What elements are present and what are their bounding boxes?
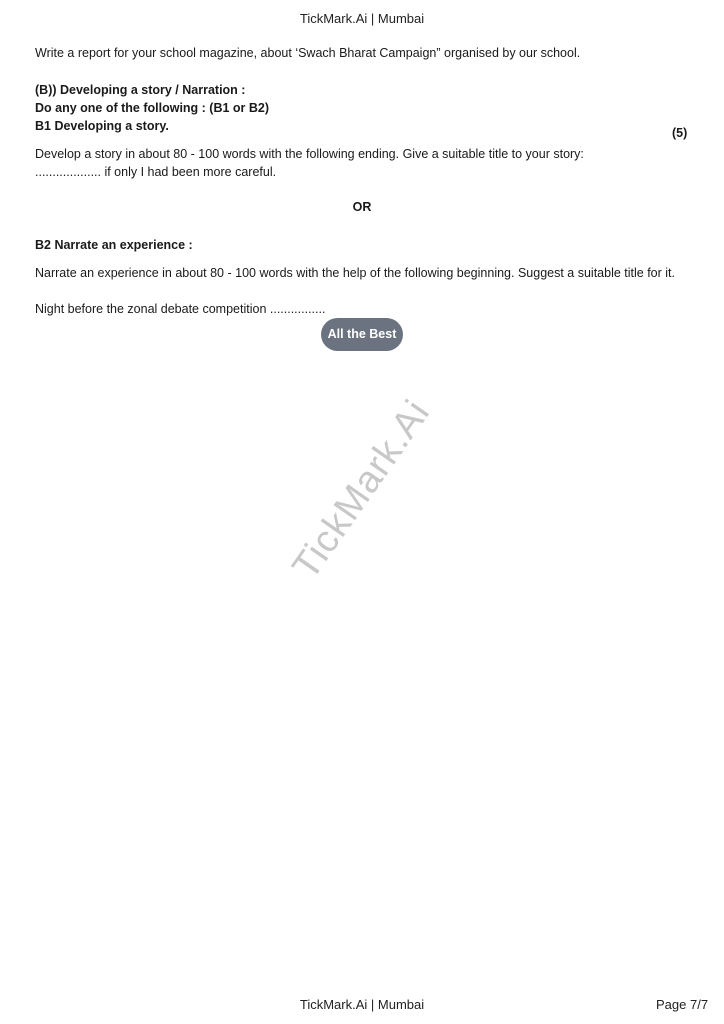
or-divider: OR bbox=[352, 200, 372, 214]
page-number: Page 7/7 bbox=[656, 997, 709, 1012]
page-header: TickMark.Ai | Mumbai bbox=[299, 11, 425, 26]
b1-heading: B1 Developing a story. bbox=[35, 119, 169, 133]
watermark: TickMark.Ai bbox=[284, 392, 439, 587]
b2-prompt: Narrate an experience in about 80 - 100 words with the help of the following beginning. Suggest a suitable title for it. bbox=[35, 266, 675, 280]
section-b-instruction: Do any one of the following : (B1 or B2) bbox=[35, 101, 270, 115]
section-b-heading: (B)) Developing a story / Narration : bbox=[35, 83, 246, 97]
b1-prompt: Develop a story in about 80 - 100 words with the following ending. Give a suitable title to your story: bbox=[35, 147, 584, 161]
b2-beginning: Night before the zonal debate competition ................ bbox=[35, 302, 326, 316]
all-the-best-badge: All the Best bbox=[321, 318, 403, 351]
page-footer: TickMark.Ai | Mumbai bbox=[299, 997, 425, 1012]
report-prompt: Write a report for your school magazine, about ‘Swach Bharat Campaign” organised by our school. bbox=[35, 46, 581, 60]
marks-label: (5) bbox=[672, 126, 688, 140]
b1-ending: ................... if only I had been more careful. bbox=[35, 165, 277, 179]
b2-heading: B2 Narrate an experience : bbox=[35, 238, 193, 252]
